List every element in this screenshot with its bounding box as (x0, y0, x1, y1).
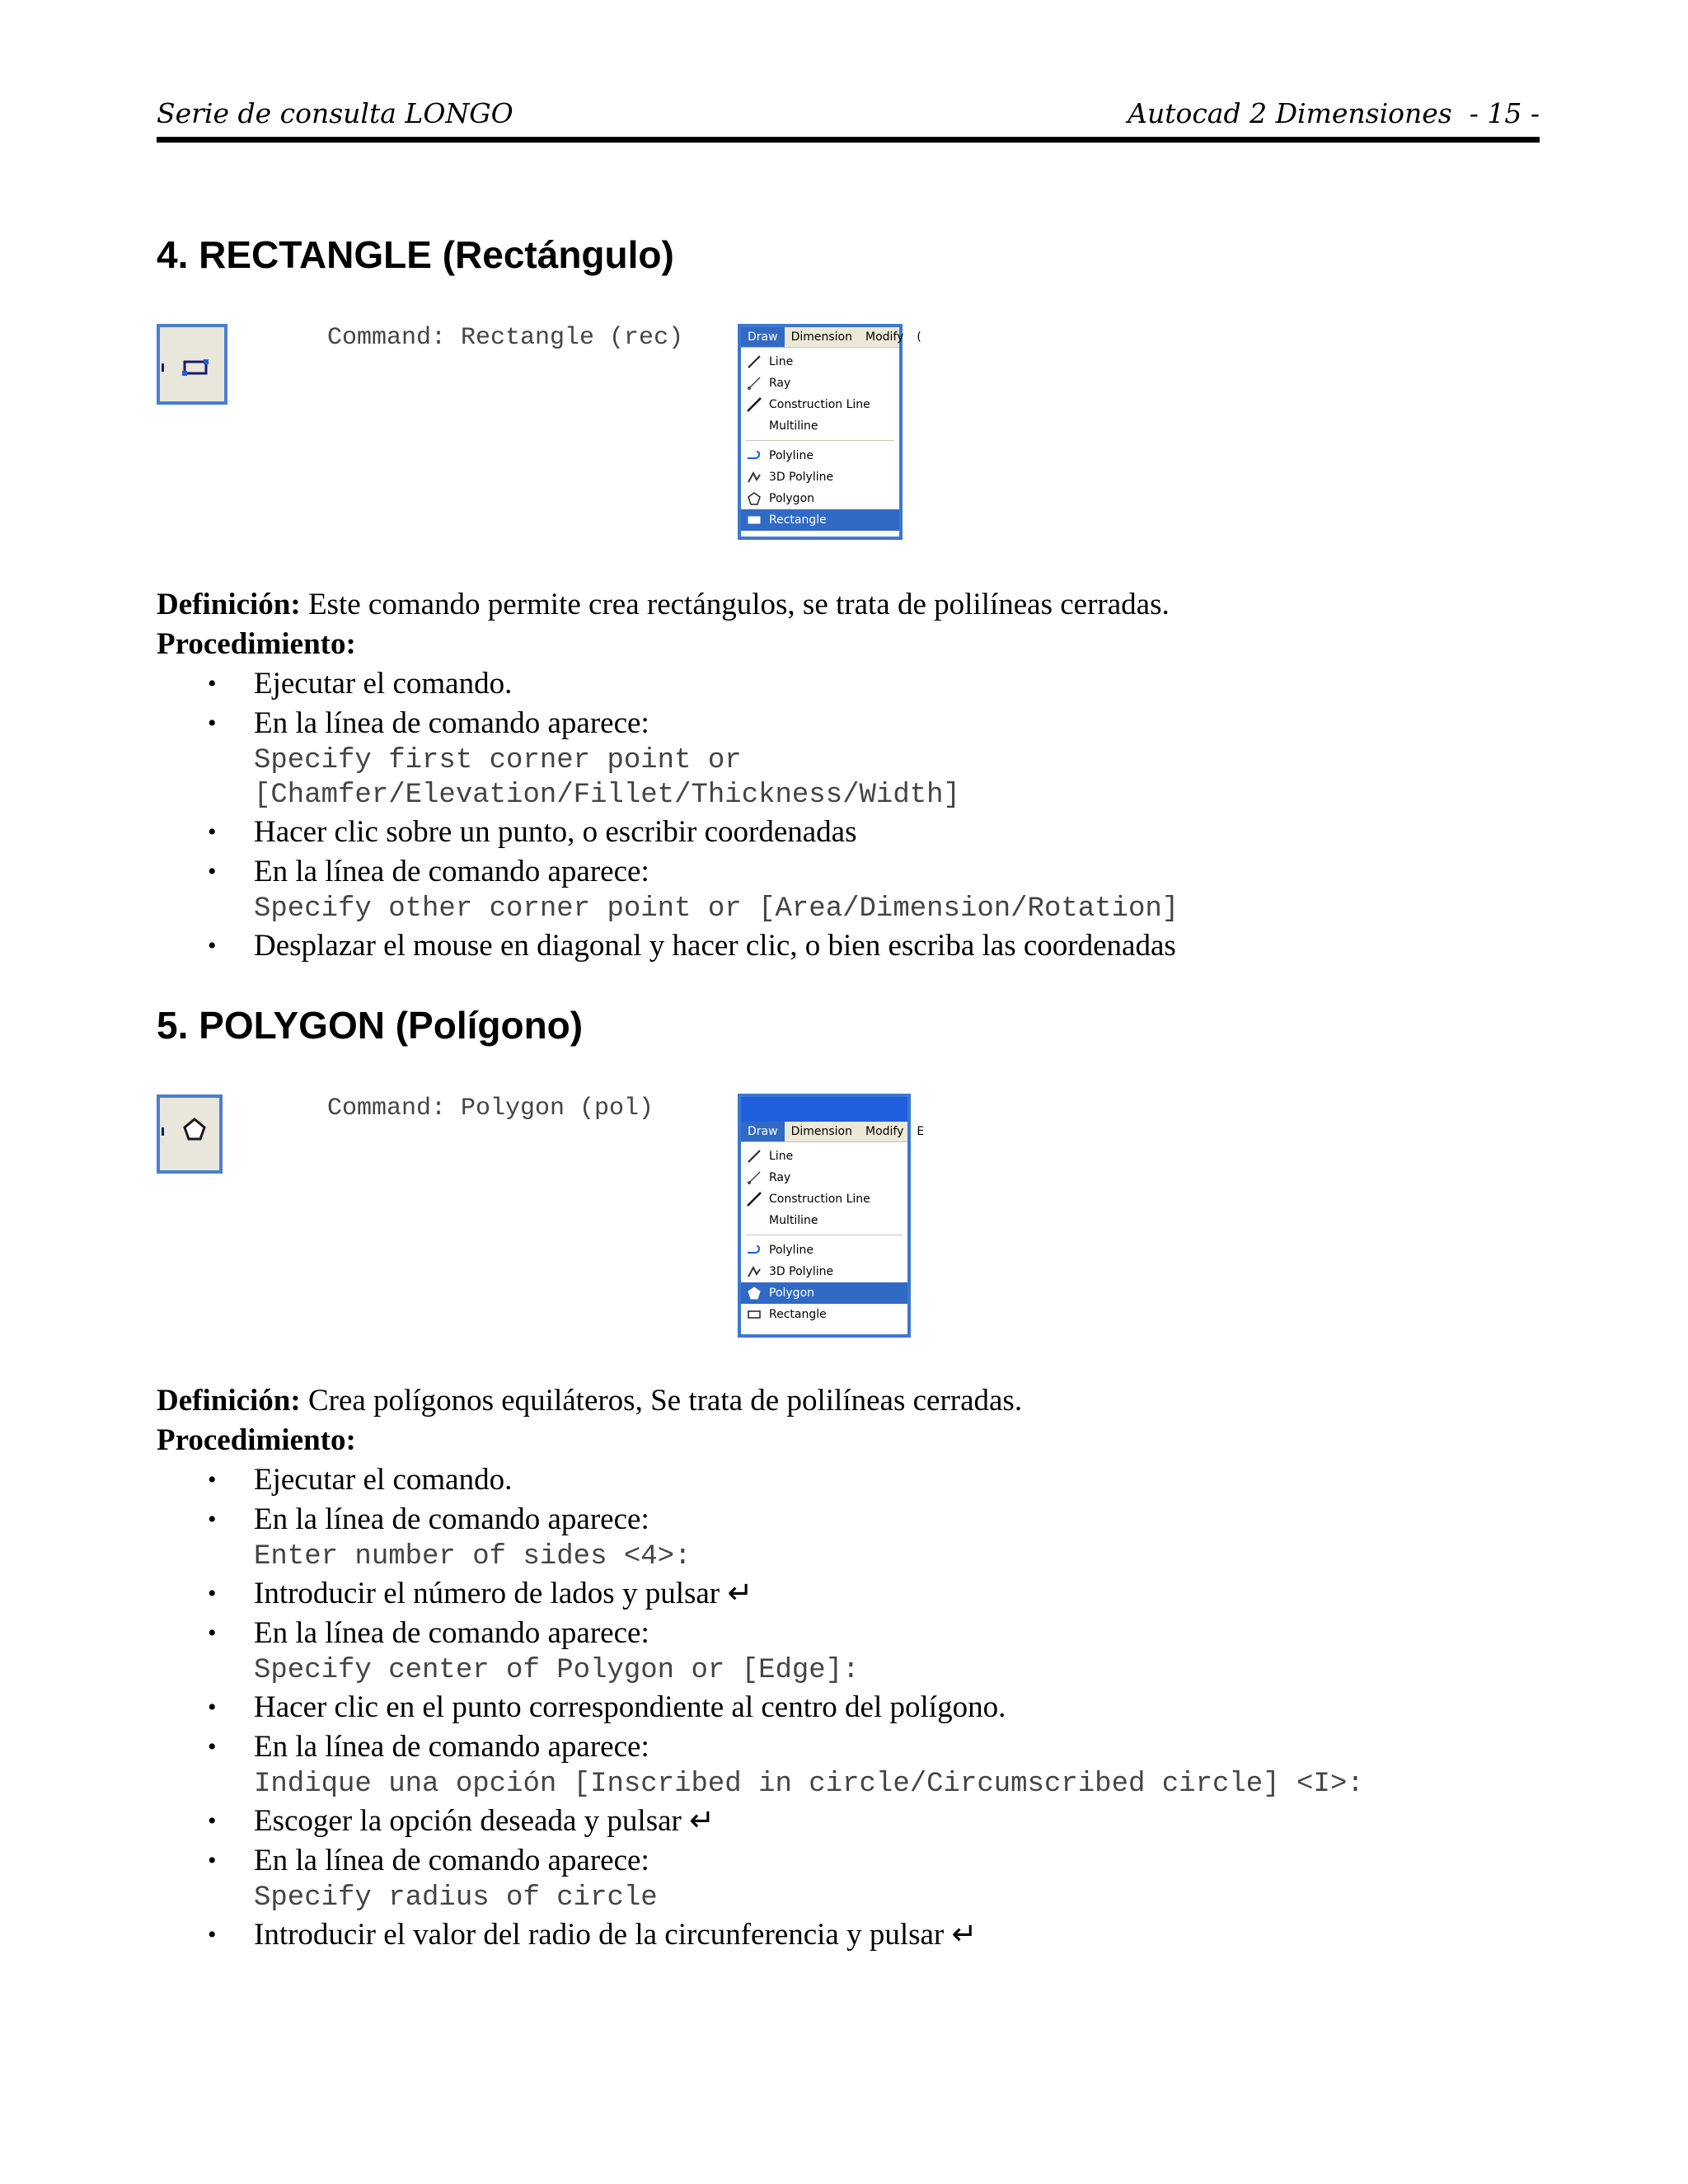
polygon-steps (157, 1460, 1558, 1955)
rectangle-command: Command: Rectangle (rec) (327, 324, 684, 352)
command-prompt: Specify radius of circle (254, 1882, 658, 1914)
polyline-icon (746, 1243, 762, 1258)
draw-menu-rectangle (738, 324, 921, 540)
menu-item-polyline[interactable]: Polyline (741, 1240, 907, 1261)
polygon-tool-button[interactable] (157, 1094, 223, 1174)
menu-item-construction-line[interactable]: Construction Line (741, 1188, 907, 1210)
menu-item-polygon[interactable]: Polygon (741, 488, 899, 509)
menu-item-3d-polyline[interactable]: 3D Polyline (741, 466, 899, 488)
header-left: Serie de consulta LONGO (157, 97, 513, 129)
polygon-procedure-label: Procedimiento: (157, 1423, 356, 1457)
rectangle-tool-button[interactable] (157, 324, 227, 405)
3d-polyline-icon (746, 1264, 762, 1279)
header-rule (157, 137, 1540, 143)
menu-item-line[interactable]: Line (741, 351, 899, 373)
ray-icon (746, 376, 762, 391)
draw-menu-polygon (738, 1094, 925, 1338)
rectangle-steps (157, 664, 1558, 966)
menu-draw[interactable]: Draw (741, 1122, 785, 1141)
list-item: • Escoger la opción deseada y pulsar ↵ (208, 1804, 715, 1838)
command-prompt: Specify center of Polygon or [Edge]: (254, 1655, 860, 1686)
menu-item-rectangle[interactable]: Rectangle (741, 1304, 907, 1325)
command-prompt: Specify first corner point or [Chamfer/Elevation/Fillet/Thickness/Width] (254, 745, 960, 811)
menu-item-polygon[interactable]: Polygon (741, 1282, 907, 1304)
list-item: • Hacer clic sobre un punto, o escribir coordenadas (208, 815, 857, 849)
menu-next[interactable]: ( (917, 330, 921, 344)
menu-modify[interactable]: Modify (865, 1125, 904, 1138)
list-item: • Introducir el valor del radio de la circunferencia y pulsar ↵ (208, 1918, 978, 1952)
header-right: Autocad 2 Dimensiones - 15 - (1128, 97, 1540, 129)
construction-line-icon (746, 1192, 762, 1207)
list-item: • Ejecutar el comando. (208, 1463, 513, 1497)
polygon-icon (160, 1098, 219, 1170)
rectangle-procedure-label: Procedimiento: (157, 627, 356, 661)
polyline-icon (746, 448, 762, 463)
menu-bar (741, 1122, 925, 1142)
rectangle-definition: Definición: Este comando permite crea rectángulos, se trata de polilíneas cerradas. (157, 588, 1170, 621)
list-item: • Desplazar el mouse en diagonal y hacer clic, o bien escriba las coordenadas (208, 929, 1176, 963)
menu-bar (741, 327, 921, 348)
list-item: • En la línea de comando aparece: Specify radius of circle (157, 1841, 1558, 1915)
menu-item-multiline[interactable]: Multiline (769, 1214, 818, 1227)
menu-item-ray[interactable]: Ray (741, 1167, 907, 1188)
list-item: • Introducir el número de lados y pulsar ↵ (208, 1577, 753, 1610)
line-icon (746, 1149, 762, 1164)
menu-item-line[interactable]: Line (741, 1146, 907, 1167)
polygon-command: Command: Polygon (pol) (327, 1094, 654, 1122)
command-prompt: Enter number of sides <4>: (254, 1541, 692, 1572)
menu-item-polyline[interactable]: Polyline (741, 445, 899, 466)
command-prompt: Specify other corner point or [Area/Dimension/Rotation] (254, 893, 1179, 925)
menu-separator (746, 440, 894, 441)
rectangle-icon (160, 327, 224, 401)
polygon-icon (746, 1286, 762, 1301)
menu-modify[interactable]: Modify (865, 330, 904, 344)
polygon-heading: 5. POLYGON (Polígono) (157, 1004, 584, 1047)
polygon-icon (746, 491, 762, 506)
menu-item-3d-polyline[interactable]: 3D Polyline (741, 1261, 907, 1282)
construction-line-icon (746, 397, 762, 412)
list-item: • En la línea de comando aparece: Specify other corner point or [Area/Dimension/Rotation] (157, 852, 1558, 926)
list-item: • En la línea de comando aparece: Specify center of Polygon or [Edge]: (157, 1614, 1558, 1688)
line-icon (746, 354, 762, 369)
menu-dimension[interactable]: Dimension (790, 330, 852, 344)
3d-polyline-icon (746, 470, 762, 485)
list-item: • Hacer clic en el punto correspondiente al centro del polígono. (208, 1690, 1006, 1724)
command-prompt: Indique una opción [Inscribed in circle/Circumscribed circle] <I>: (254, 1769, 1364, 1800)
menu-next[interactable]: E (917, 1125, 925, 1138)
rectangle-heading: 4. RECTANGLE (Rectángulo) (157, 233, 674, 276)
list-item: • En la línea de comando aparece: Indique una opción [Inscribed in circle/Circumscribed circle] <I>: (157, 1727, 1558, 1802)
window-titlebar (741, 1097, 907, 1122)
menu-item-construction-line[interactable]: Construction Line (741, 394, 899, 415)
ray-icon (746, 1170, 762, 1185)
list-item: • En la línea de comando aparece: Specify first corner point or [Chamfer/Elevation/Fillet/Thickness/Width] (157, 704, 1558, 813)
list-item: • En la línea de comando aparece: Enter number of sides <4>: (157, 1500, 1558, 1574)
menu-item-ray[interactable]: Ray (741, 373, 899, 394)
list-item: • Ejecutar el comando. (208, 667, 513, 701)
menu-dimension[interactable]: Dimension (790, 1125, 852, 1138)
polygon-definition: Definición: Crea polígonos equiláteros, Se trata de polilíneas cerradas. (157, 1384, 1023, 1418)
rectangle-icon (746, 513, 762, 527)
menu-draw[interactable]: Draw (741, 327, 785, 347)
menu-item-rectangle[interactable]: Rectangle (741, 509, 899, 531)
menu-item-multiline[interactable]: Multiline (769, 419, 818, 433)
rectangle-icon (746, 1307, 762, 1322)
